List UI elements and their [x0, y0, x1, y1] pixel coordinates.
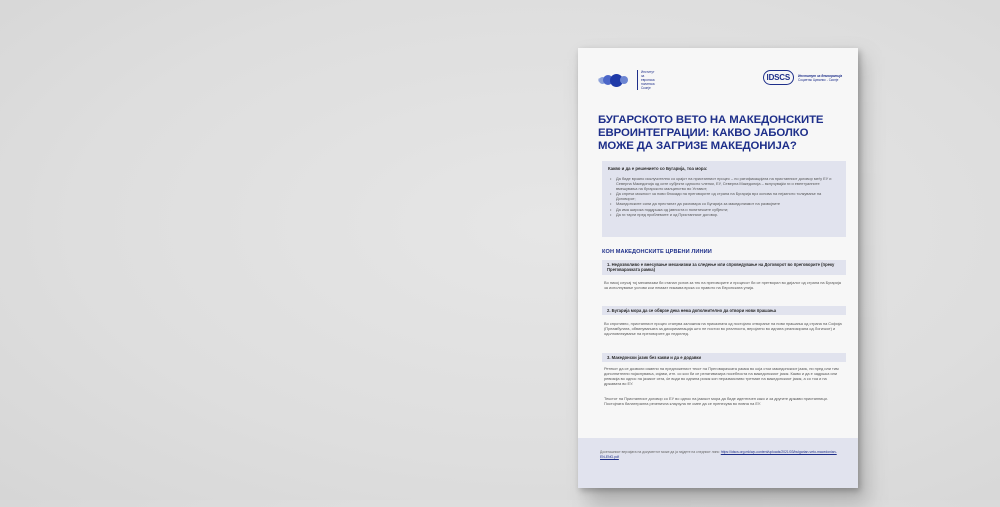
institute-logo	[598, 70, 667, 90]
summary-heading: Какво и да е решението со Бугарија, тоа мора:	[608, 166, 708, 171]
document-title: БУГАРСКОТО ВЕТО НА МАКЕДОНСКИТЕ ЕВРОИНТЕГРАЦИИ: КАКВО ЈАБОЛКО МОЖЕ ДА ЗАГРИЗЕ МАКЕДОНИЈА?	[598, 114, 824, 152]
section-3-body-1: Ретекот да се дозволи измени на предложениот текст на Преговарачката рамка во која стои македонскиот јазик, ни пред или тим дополнителни појаснувања, изјави, итн. со кои би се релативизира посебноста на македонскиот јазик. Какво и да е задршка или ревизија во однос на јазикот сега, ќе води во иднина ризик кон неразмисливо третман на македонскиот јазик, а со тоа и на државата во ЕУ.	[604, 366, 839, 387]
summary-list	[610, 176, 838, 217]
summary-box	[602, 161, 846, 237]
footer-band	[578, 438, 858, 488]
footer-note: Досегашниот верзијата на документот може да ја најдете на следниот линк: https://idscs.org.mk/wp-content/uploads/2021/03/bulgarian-veto-macedonian-EN-ENG.pdf	[600, 450, 837, 459]
red-lines-heading: КОН МАКЕДОНСКИТЕ ЦРВЕНИ ЛИНИИ	[602, 249, 712, 255]
list-item: • Да биде врзано исклучително со крајот на пристапниот процес – по ратификацијата на пристапниот договор меѓу ЕУ и Северна Македонија од сите субјекти односно членки, ЕУ, Северна Македонија – вклучувајќи ги и евентуалните вмешувања на бугарското малцинство во Уставот;	[610, 176, 838, 191]
section-1-body: Во никој случај тој механизам би станал услов за тек на преговорите и процесот би се претворил во дијалог од страна на Бугарија за исполнување услови кои немаат никаква врска со правото на Европската унија.	[604, 280, 841, 291]
section-3-body-2: Текстот на Пристапниот договор со ЕУ во однос на јазикот мора да биде идентичен како и за другите држави пристапници. Постојната билатерална реченична клаузула не смее да се пренесува во нивна на ЕУ.	[604, 396, 828, 407]
section-3-heading: 3. Македонски јазик без какви и да е додавки	[602, 353, 846, 362]
institute-logo-text: Институт за европска политика Скопје	[637, 70, 667, 90]
idscs-badge: IDSCS	[763, 70, 794, 85]
section-2-body: Во спротивно, пристапниот процес станува заложник на приказната од постојано отворање на нови прашања од страна на Софија (Преамбулата, обвинувањата за дискриминација што не постои во реалноста, веројатно во идната реализирана од Логичкот) и одолговлекување на преговорите до недоглед.	[604, 321, 842, 337]
list-item: • Да има широка поддршка од јавноста и политичките субјекти;	[610, 207, 838, 212]
blue-dots-icon	[598, 74, 625, 87]
list-item: • Македонските сили да престанат да разговара со Бугарија за македонизмот на развојните	[610, 201, 838, 206]
document-page	[578, 48, 858, 488]
section-1-heading: 1. Недозволиво е внесување механизми за следење или спроведување на Договорот во преговорите (преку Преговарачката рамка)	[602, 260, 846, 275]
section-2-heading: 2. Бугарија мора да се обврзе дека нема дополнително да отвори нови прашања	[602, 306, 846, 315]
list-item: • Да спречи можност за нови блокади на преговорите од страна на Бугарија врз основа на нејзиното толкување на Договорот;	[610, 191, 838, 201]
footer-link[interactable]: https://idscs.org.mk/wp-content/uploads/2021/03/bulgarian-veto-macedonian-EN-ENG.pdf	[600, 450, 837, 459]
idscs-logo	[763, 70, 844, 85]
idscs-logo-text: Институт за демократија Социетас Цивилис - Скопје	[798, 73, 843, 82]
logo-header	[598, 70, 844, 92]
list-item: • Да ги тарги пред проблемите и од Пристапниот договор.	[610, 212, 838, 217]
